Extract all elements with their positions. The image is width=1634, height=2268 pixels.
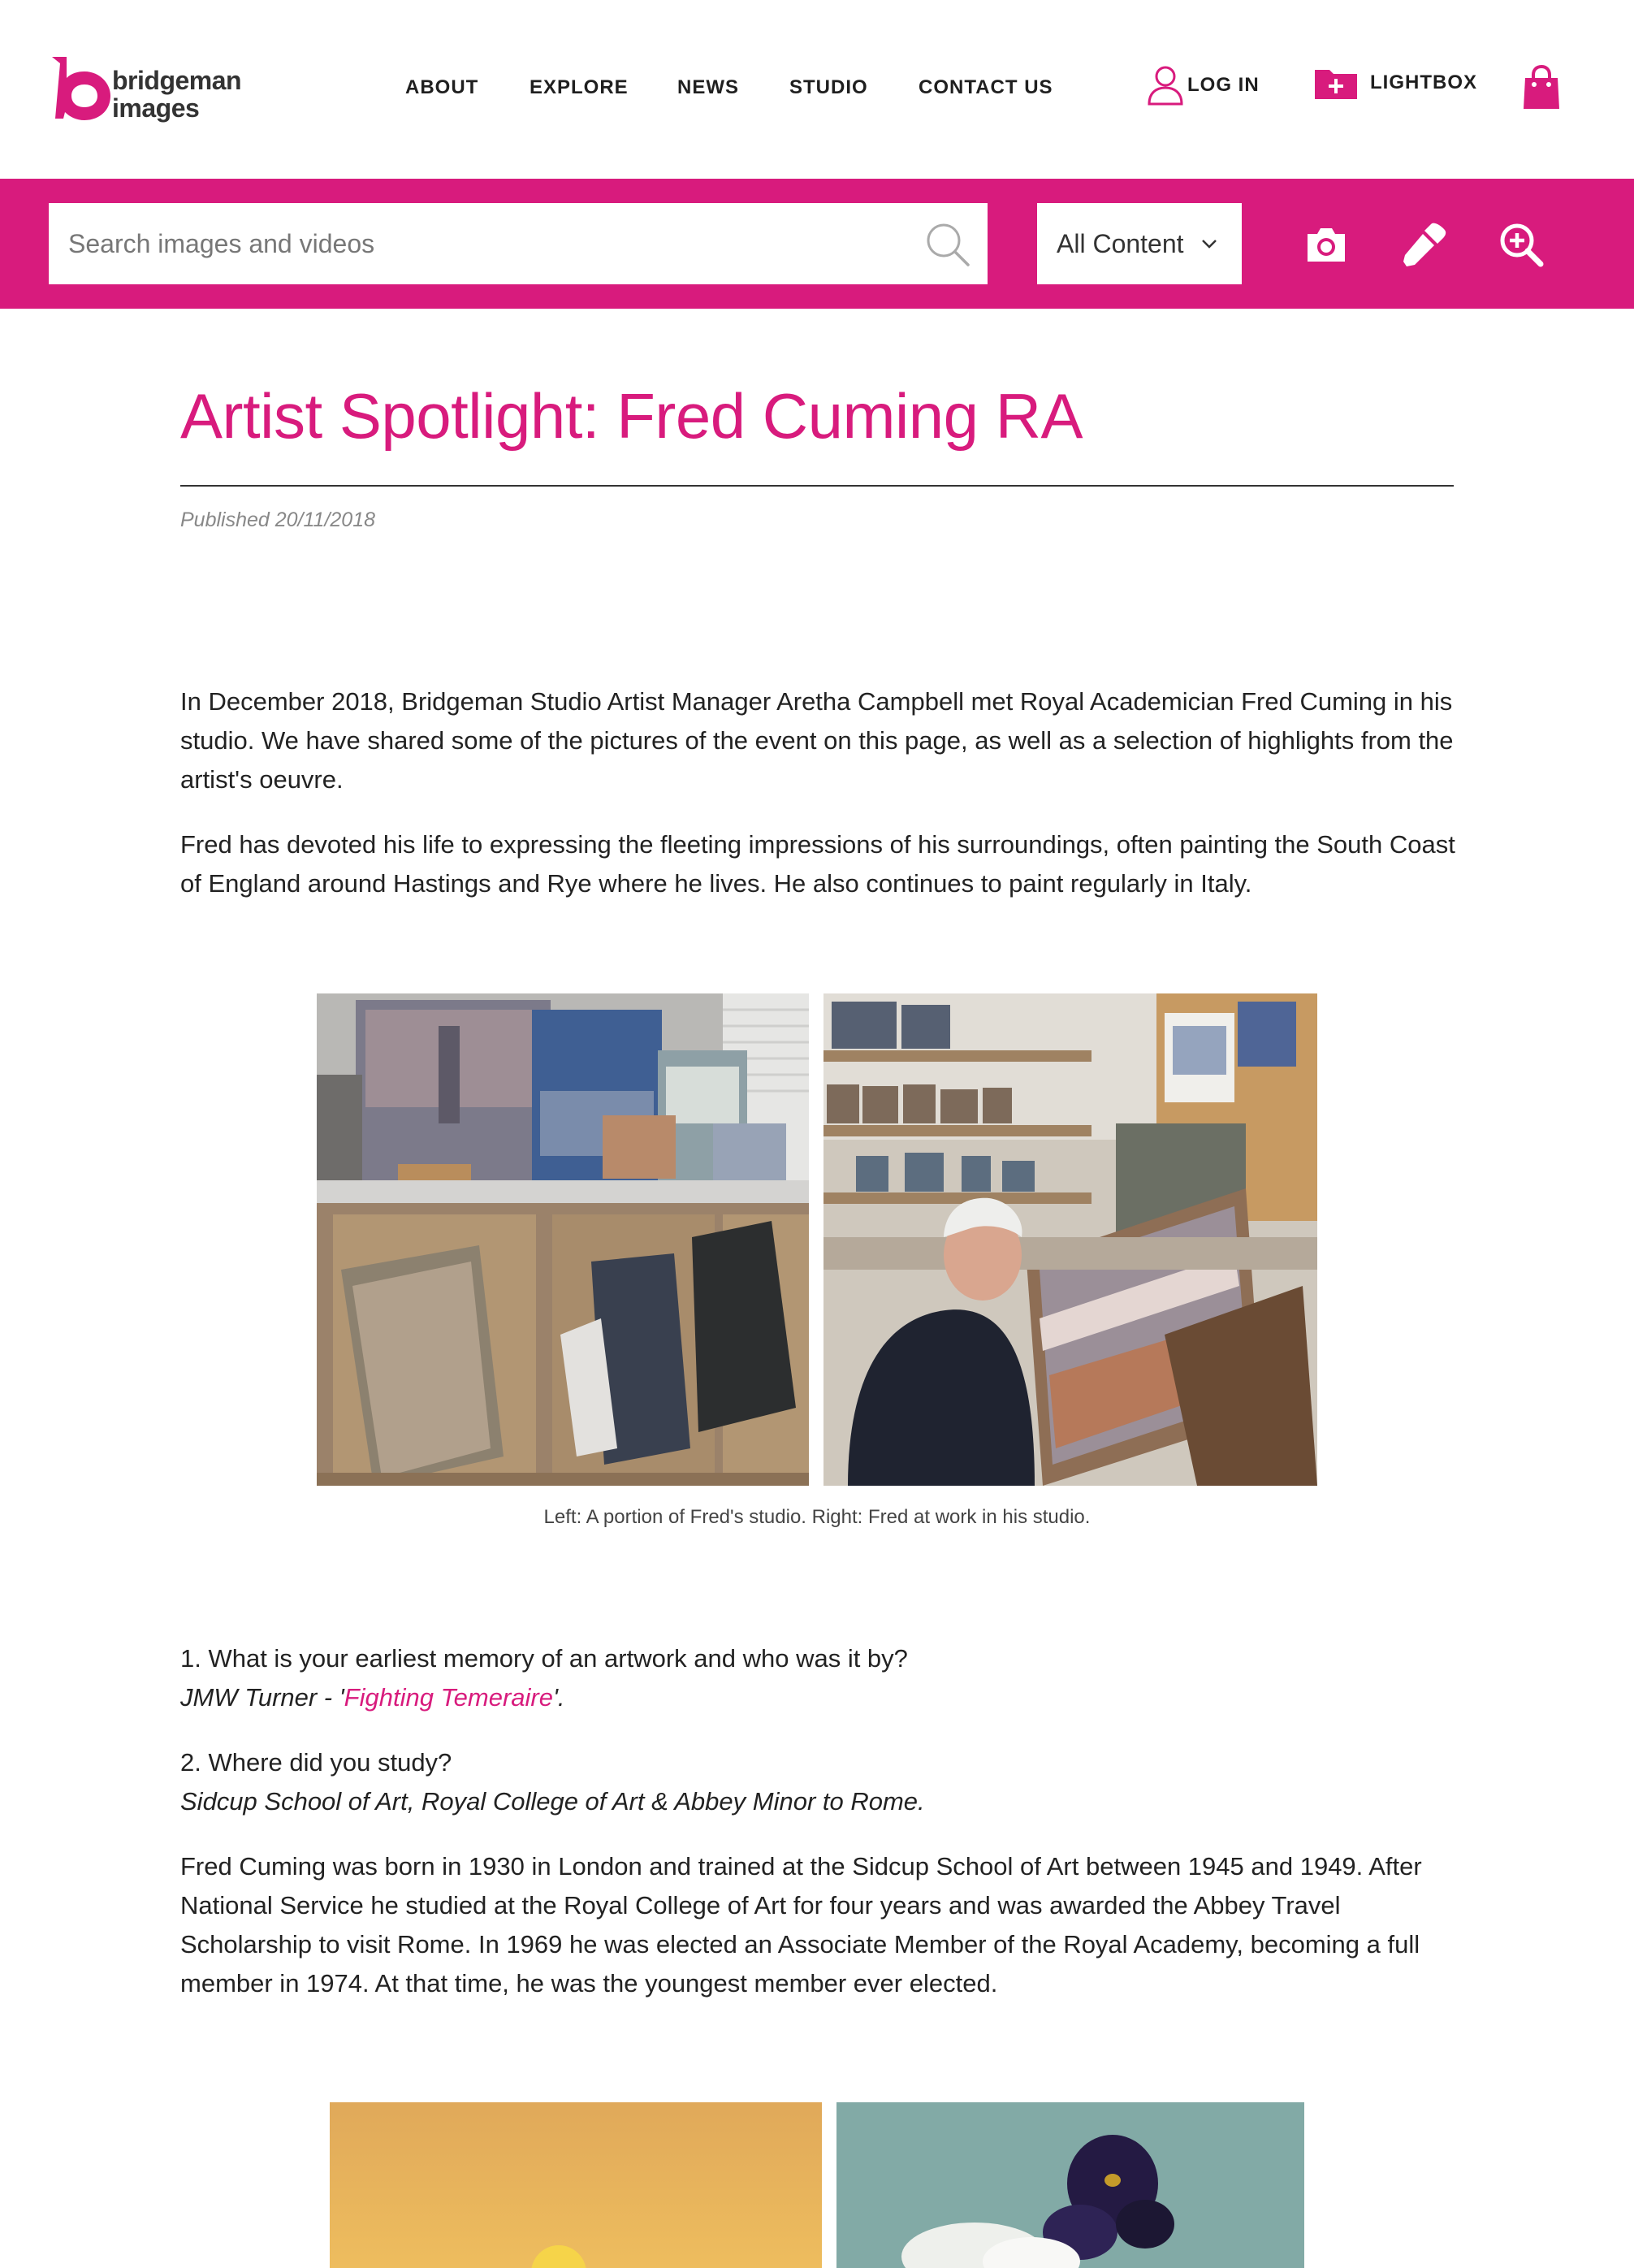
search-box [49, 203, 988, 284]
site-header [0, 0, 1634, 179]
brand-line-1: bridgeman [112, 66, 242, 95]
nav-news[interactable]: NEWS [677, 76, 739, 98]
color-picker-icon[interactable] [1400, 221, 1447, 268]
painting-sunset[interactable] [330, 2102, 822, 2268]
studio-photo-left[interactable] [317, 993, 809, 1486]
lightbox-label: LIGHTBOX [1370, 71, 1477, 93]
login-label: LOG IN [1187, 74, 1260, 96]
intro-paragraph-1: In December 2018, Bridgeman Studio Artist Manager Aretha Campbell met Royal Academician Fred Cuming in his studio. We have shared some of the pictures of the event on this page, as well as a selection of highlights from the artist's oeuvre. [180, 687, 1454, 794]
question-1: 1. What is your earliest memory of an artwork and who was it by? [180, 1644, 908, 1673]
nav-explore[interactable]: EXPLORE [530, 76, 629, 98]
chevron-down-icon [1200, 238, 1218, 249]
camera-icon[interactable] [1303, 221, 1350, 268]
content-filter-select[interactable] [1037, 203, 1242, 284]
brand-line-2: images [112, 93, 200, 123]
bridgeman-b-icon [49, 54, 114, 123]
fighting-temeraire-link[interactable]: Fighting Temeraire [344, 1683, 553, 1712]
search-icon[interactable] [924, 221, 971, 268]
search-bar [0, 179, 1634, 309]
answer-1: JMW Turner - 'Fighting Temeraire'. [180, 1683, 565, 1712]
search-input[interactable] [49, 203, 893, 284]
folder-plus-icon [1313, 65, 1359, 101]
intro-paragraph-2: Fred has devoted his life to expressing the fleeting impressions of his surroundings, often painting the South Coast of England around Hastings and Rye where he lives. He also continues to paint regularly in Italy. [180, 830, 1455, 898]
lightbox-button[interactable] [1313, 65, 1477, 101]
user-icon [1147, 65, 1184, 106]
painting-flowers[interactable] [836, 2102, 1304, 2268]
page-title: Artist Spotlight: Fred Cuming RA [180, 380, 1083, 452]
zoom-in-icon[interactable] [1498, 221, 1545, 268]
nav-about[interactable]: ABOUT [405, 76, 479, 98]
answer-2: Sidcup School of Art, Royal College of Art & Abbey Minor to Rome. [180, 1787, 925, 1816]
bridgeman-logo[interactable] [49, 54, 260, 127]
shopping-bag-icon[interactable] [1522, 65, 1561, 110]
title-divider [180, 485, 1454, 487]
content-filter-value: All Content [1057, 228, 1184, 258]
nav-contact-us[interactable]: CONTACT US [919, 76, 1053, 98]
question-2: 2. Where did you study? [180, 1748, 452, 1777]
nav-studio[interactable]: STUDIO [789, 76, 868, 98]
bio-paragraph: Fred Cuming was born in 1930 in London and trained at the Sidcup School of Art between 1945 and 1949. After National Service he studied at the Royal College of Art for four years and was awarded the Abbey Travel Scholarship to visit Rome. In 1969 he was elected an Associate Member of the Royal Academy, becoming a full member in 1974. At that time, he was the youngest member ever elected. [180, 1852, 1422, 1997]
published-date: Published 20/11/2018 [180, 509, 376, 531]
photo-caption: Left: A portion of Fred's studio. Right: Fred at work in his studio. [543, 1506, 1091, 1528]
studio-photo-right[interactable] [823, 993, 1317, 1486]
login-button[interactable] [1147, 65, 1260, 106]
